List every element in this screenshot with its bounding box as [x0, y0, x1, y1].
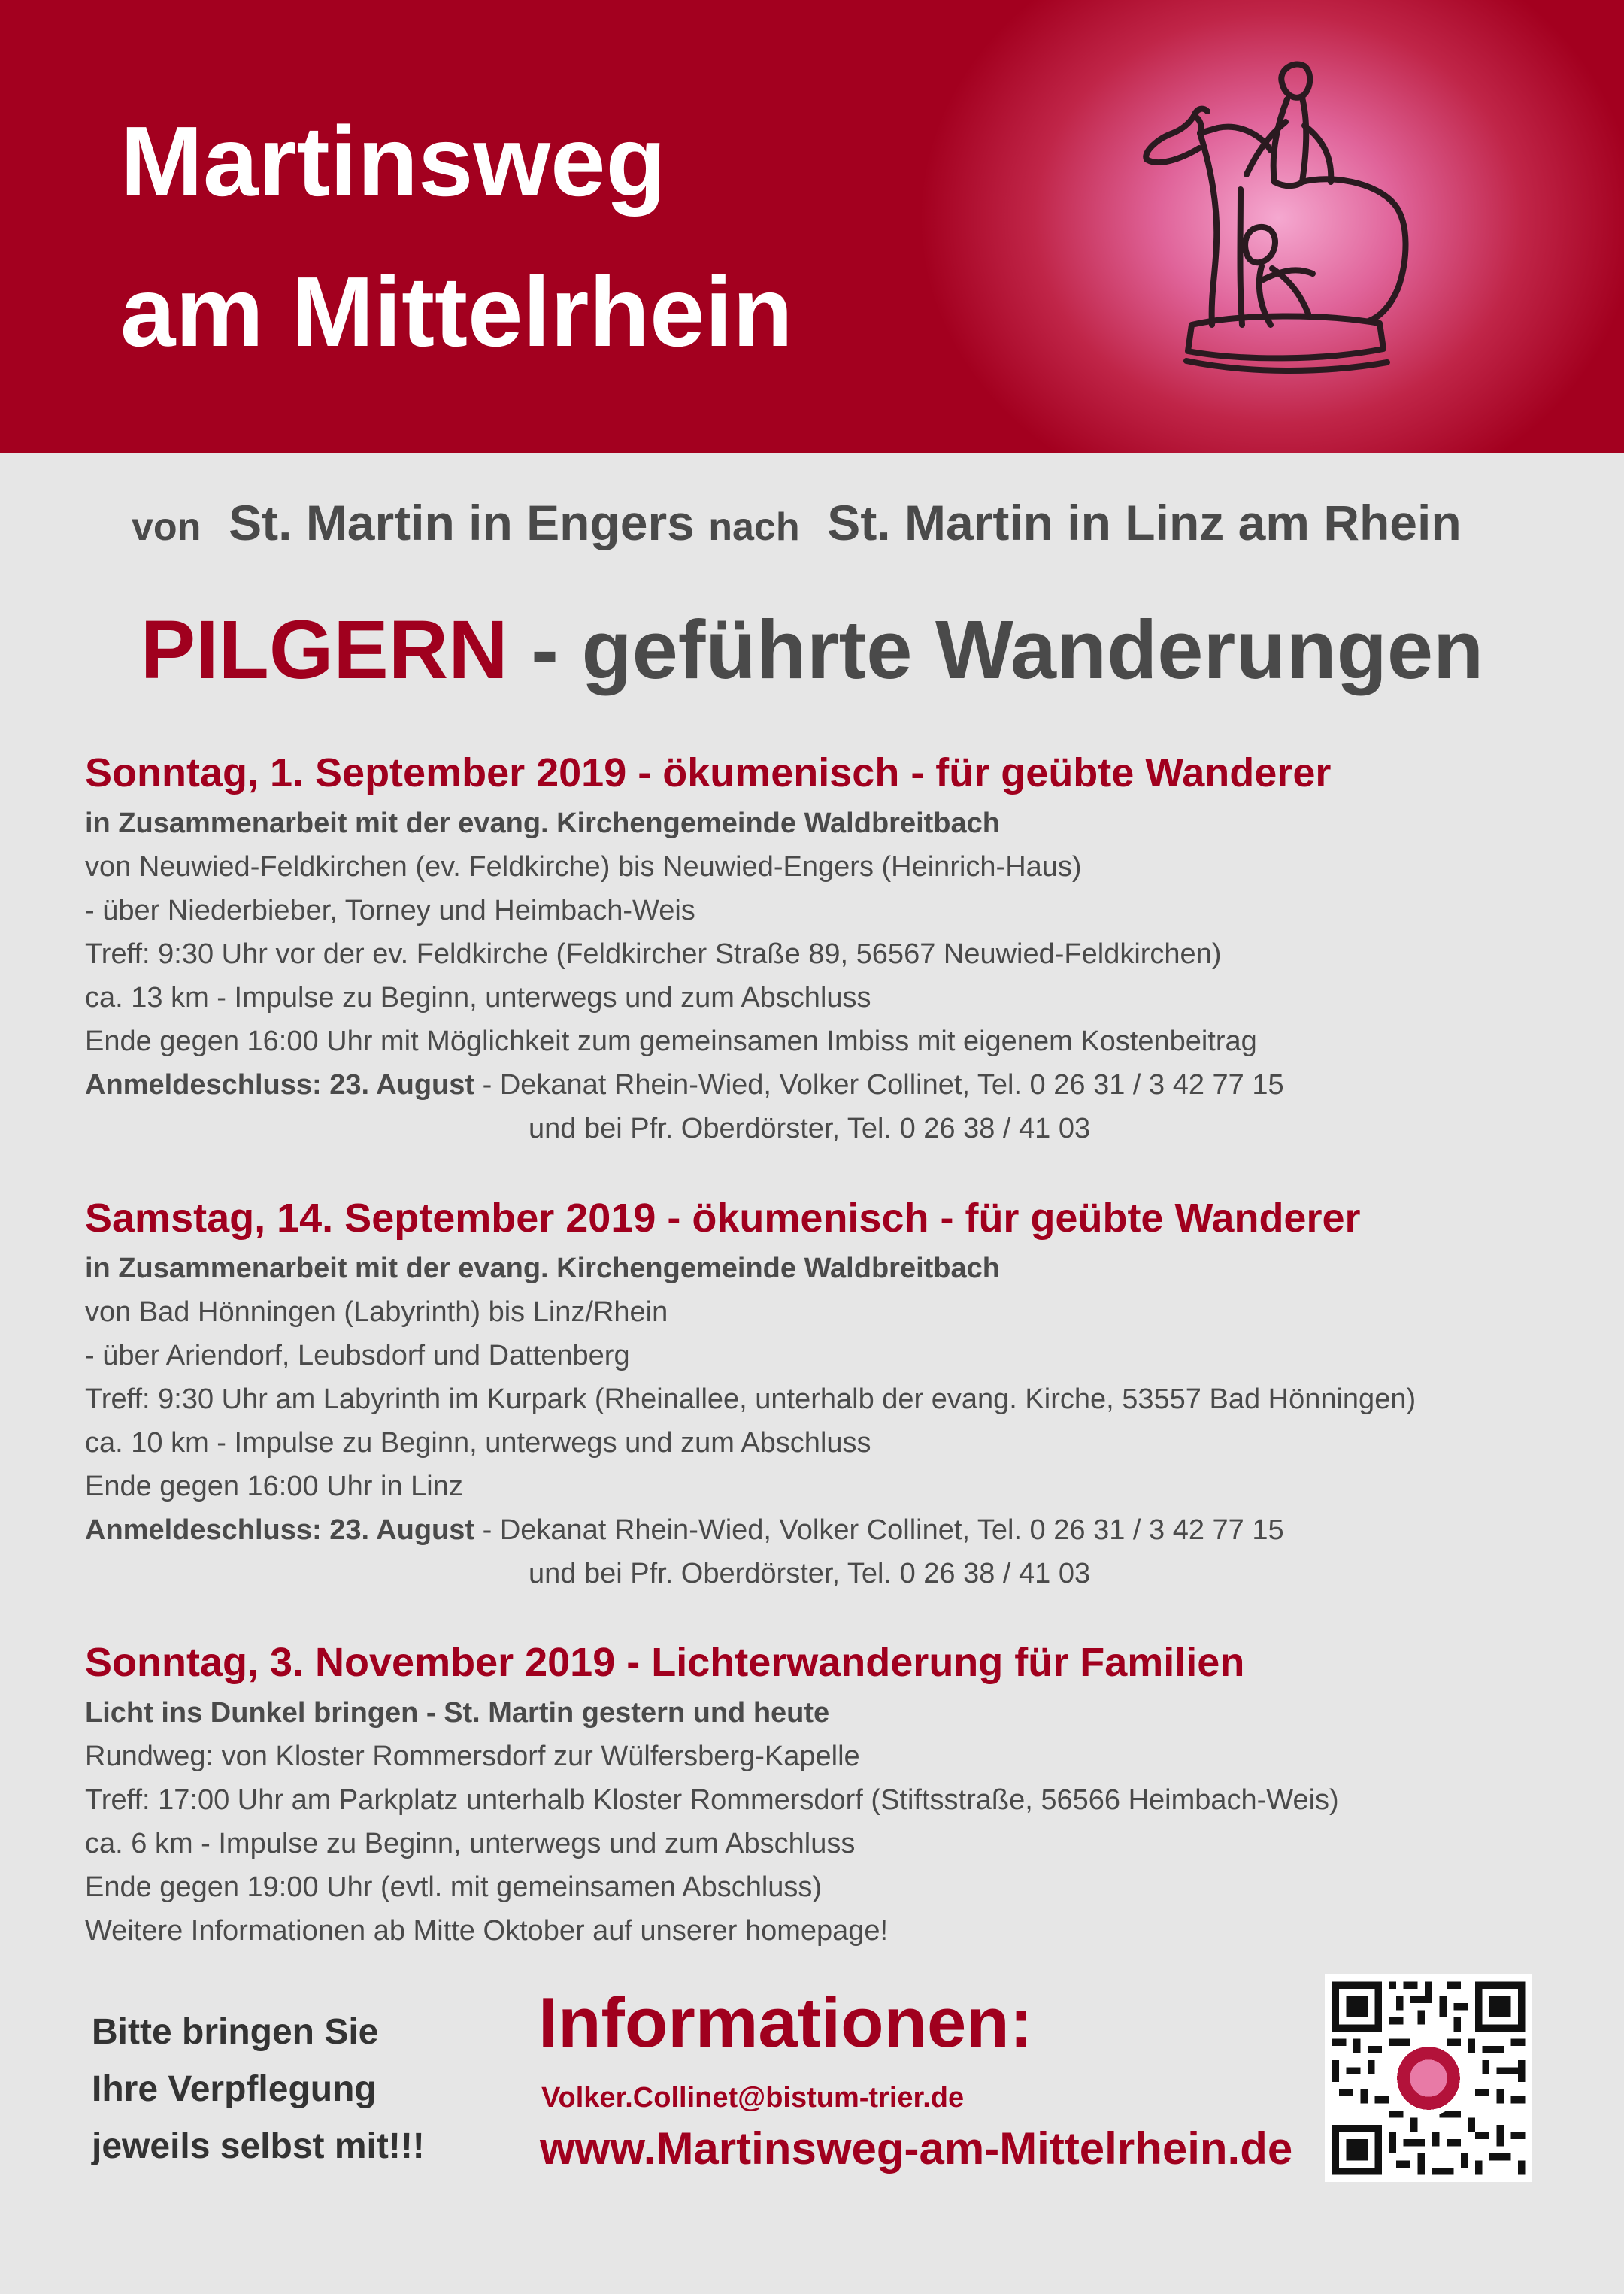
route-line: [132, 492, 1462, 557]
qr-code-icon[interactable]: [1325, 1974, 1532, 2182]
event-subtitle: in Zusammenarbeit mit der evang. Kirchengemeinde Waldbreitbach: [85, 808, 1000, 839]
event-line: Weitere Informationen ab Mitte Oktober auf unserer homepage!: [85, 1915, 889, 1947]
info-heading: Informationen:: [538, 1983, 1033, 2062]
bring-line-1: Bitte bringen Sie: [92, 2012, 379, 2052]
event-registration: [85, 1508, 1604, 1552]
event-line: - über Ariendorf, Leubsdorf und Dattenberg: [85, 1340, 630, 1371]
event-3: [85, 1634, 1604, 1953]
event-subtitle: Licht ins Dunkel bringen - St. Martin gestern und heute: [85, 1697, 830, 1729]
event-title: Sonntag, 3. November 2019 - Lichterwanderung für Familien: [85, 1640, 1245, 1685]
event-line: Ende gegen 19:00 Uhr (evtl. mit gemeinsamen Abschluss): [85, 1871, 823, 1903]
headline: [0, 602, 1624, 699]
event-1: [85, 744, 1604, 1150]
event-line: - über Niederbieber, Torney und Heimbach-Weis: [85, 895, 695, 926]
registration-text: - Dekanat Rhein-Wied, Volker Collinet, Tel. 0 26 31 / 3 42 77 15: [474, 1069, 1284, 1101]
event-line: Treff: 9:30 Uhr am Labyrinth im Kurpark (Rheinallee, unterhalb der evang. Kirche, 53557 Bad Hönningen): [85, 1383, 1416, 1415]
event-line: Rundweg: von Kloster Rommersdorf zur Wülfersberg-Kapelle: [85, 1741, 860, 1772]
event-registration: [85, 1063, 1604, 1107]
title-line-1: Martinsweg: [120, 106, 667, 217]
registration-label: Anmeldeschluss: 23. August: [85, 1514, 475, 1546]
event-line: Ende gegen 16:00 Uhr mit Möglichkeit zum gemeinsamen Imbiss mit eigenem Kostenbeitrag: [85, 1026, 1257, 1057]
registration-text: - Dekanat Rhein-Wied, Volker Collinet, Tel. 0 26 31 / 3 42 77 15: [474, 1514, 1284, 1546]
event-line: Ende gegen 16:00 Uhr in Linz: [85, 1471, 463, 1502]
event-line: ca. 6 km - Impulse zu Beginn, unterwegs und zum Abschluss: [85, 1828, 856, 1859]
registration-text-2: und bei Pfr. Oberdörster, Tel. 0 26 38 / 41 03: [529, 1113, 1091, 1144]
bring-line-2: Ihre Verpflegung: [92, 2069, 377, 2109]
event-title: Sonntag, 1. September 2019 - ökumenisch - für geübte Wanderer: [85, 750, 1332, 795]
route-von: von: [132, 505, 201, 549]
bring-food-note: [92, 2004, 425, 2175]
event-line: Treff: 9:30 Uhr vor der ev. Feldkirche (Feldkircher Straße 89, 56567 Neuwied-Feldkirchen): [85, 938, 1222, 970]
headline-highlight: PILGERN: [140, 604, 508, 696]
route-nach: nach: [708, 505, 800, 549]
route-from: St. Martin in Engers: [229, 495, 695, 550]
route-to: St. Martin in Linz am Rhein: [827, 495, 1462, 550]
event-2: [85, 1189, 1604, 1595]
contact-email-link[interactable]: Volker.Collinet@bistum-trier.de: [541, 2082, 965, 2114]
event-line: von Bad Hönningen (Labyrinth) bis Linz/Rhein: [85, 1296, 668, 1328]
registration-label: Anmeldeschluss: 23. August: [85, 1069, 475, 1101]
headline-rest: - geführte Wanderungen: [508, 604, 1484, 696]
event-line: ca. 13 km - Impulse zu Beginn, unterwegs und zum Abschluss: [85, 982, 871, 1014]
event-line: ca. 10 km - Impulse zu Beginn, unterwegs und zum Abschluss: [85, 1427, 871, 1459]
bring-line-3: jeweils selbst mit!!!: [92, 2126, 425, 2166]
website-link[interactable]: www.Martinsweg-am-Mittelrhein.de: [540, 2123, 1293, 2174]
event-line: Treff: 17:00 Uhr am Parkplatz unterhalb Kloster Rommersdorf (Stiftsstraße, 56566 Heimbach-Weis): [85, 1784, 1339, 1816]
event-line: von Neuwied-Feldkirchen (ev. Feldkirche) bis Neuwied-Engers (Heinrich-Haus): [85, 851, 1082, 883]
page-title: [120, 86, 793, 387]
st-martin-rider-icon: [1128, 54, 1429, 385]
header-banner: [0, 0, 1624, 453]
title-line-2: am Mittelrhein: [120, 256, 793, 367]
registration-text-2: und bei Pfr. Oberdörster, Tel. 0 26 38 / 41 03: [529, 1558, 1091, 1589]
event-subtitle: in Zusammenarbeit mit der evang. Kirchengemeinde Waldbreitbach: [85, 1253, 1000, 1284]
event-title: Samstag, 14. September 2019 - ökumenisch - für geübte Wanderer: [85, 1195, 1361, 1241]
